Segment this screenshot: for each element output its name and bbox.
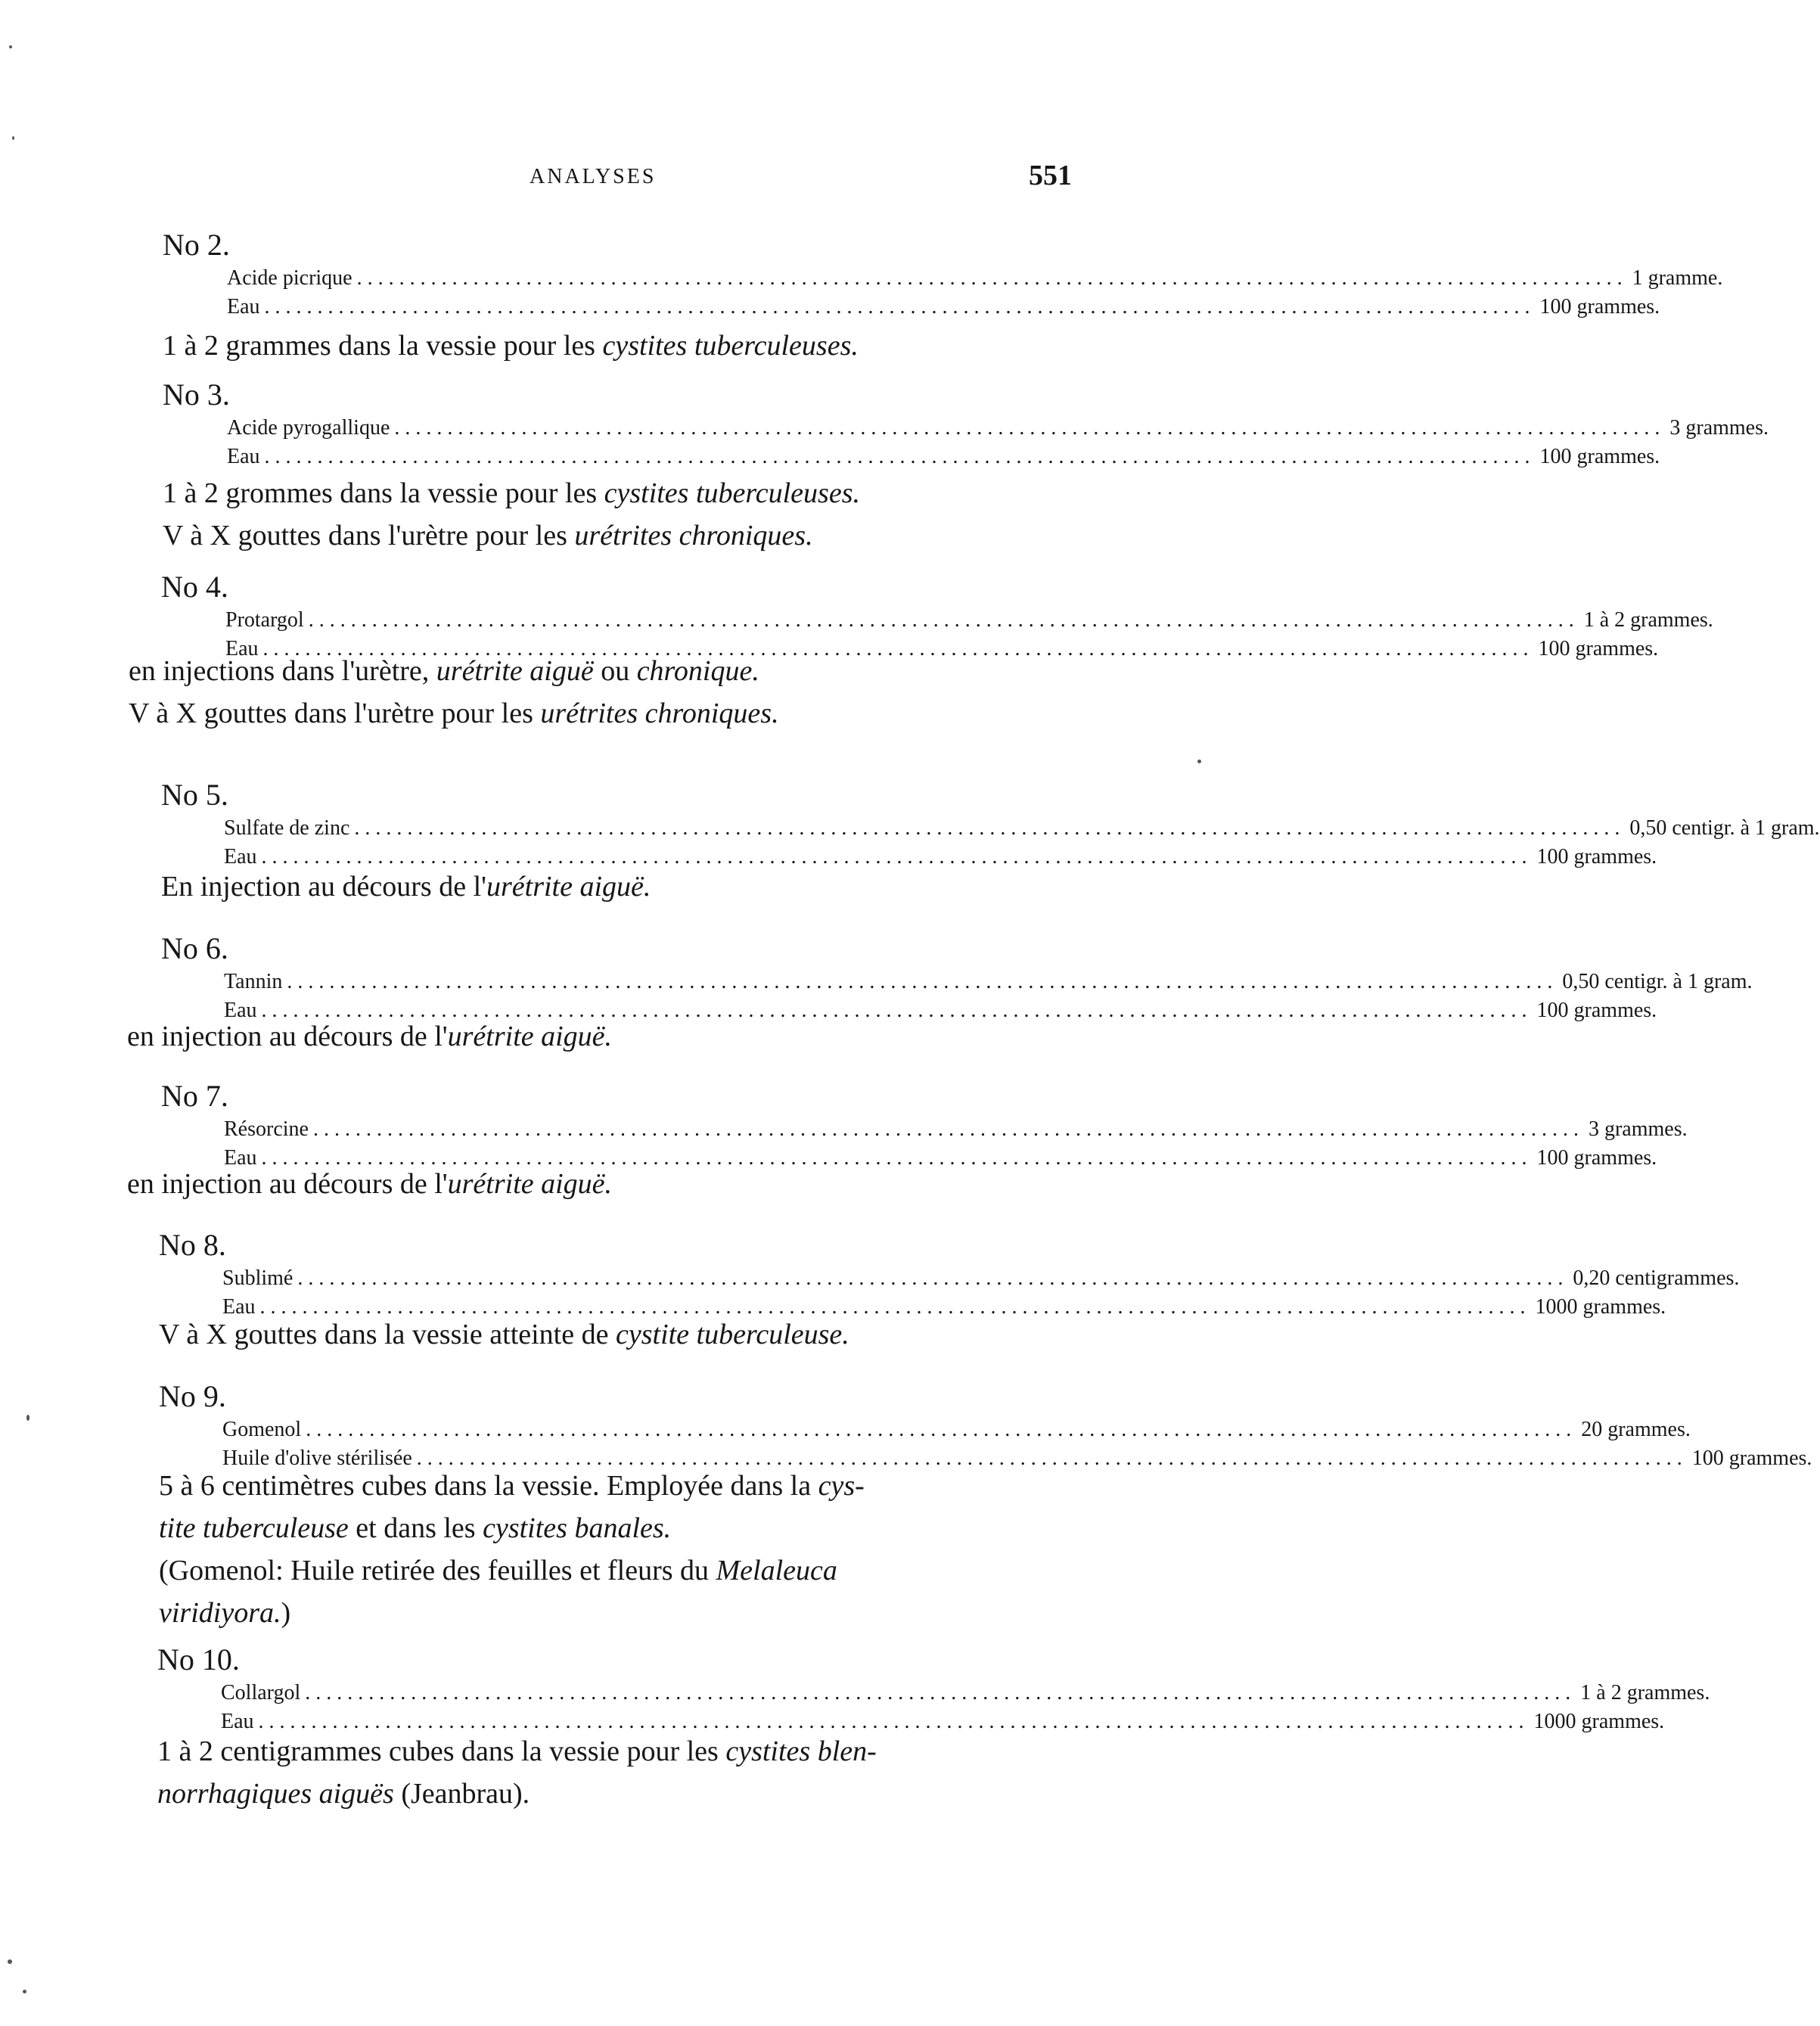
- ingredient-quantity: 20 grammes.: [1581, 1418, 1691, 1441]
- usage-note: 1 à 2 centigrammes cubes dans la vessie pour les cystites blen-: [157, 1735, 877, 1767]
- ingredient-quantity: 0,50 centigr. à 1 gram.: [1562, 970, 1753, 993]
- usage-note: norrhagiques aiguës (Jeanbrau).: [157, 1778, 530, 1810]
- leader-dots: ........................................................................................................................: [258, 1710, 1530, 1733]
- leader-dots: ........................................................................................................................: [297, 1266, 1569, 1290]
- italic-term: cystite tuberculeuse.: [615, 1319, 849, 1350]
- ingredient-row: [227, 416, 1769, 440]
- leader-dots: ........................................................................................................................: [261, 845, 1533, 869]
- leader-dots: ........................................................................................................................: [394, 416, 1666, 440]
- usage-note: 1 à 2 grommes dans la vessie pour les cystites tuberculeuses.: [163, 477, 860, 509]
- italic-term: Melaleuca: [716, 1555, 837, 1586]
- formula-number: No 4.: [161, 570, 228, 604]
- ingredient-quantity: 1 gramme.: [1632, 266, 1723, 290]
- ingredient-quantity: 100 grammes.: [1539, 445, 1660, 468]
- ingredient-name: Acide pyrogallique: [227, 416, 390, 440]
- usage-note: 1 à 2 grammes dans la vessie pour les cystites tuberculeuses.: [163, 330, 859, 362]
- ingredient-quantity: 100 grammes.: [1536, 999, 1657, 1022]
- leader-dots: ........................................................................................................................: [261, 999, 1533, 1022]
- scan-speck: [1197, 760, 1201, 763]
- ingredient-row: [221, 1681, 1710, 1705]
- italic-term: cystites tuberculeuses.: [602, 330, 859, 362]
- italic-term: norrhagiques aiguës: [157, 1778, 394, 1810]
- ingredient-name: Eau: [222, 1295, 256, 1319]
- ingredient-row: [225, 608, 1713, 632]
- ingredient-quantity: 100 grammes.: [1538, 637, 1659, 660]
- ingredient-quantity: 1 à 2 grammes.: [1580, 1681, 1710, 1704]
- formula-number: No 3.: [163, 378, 230, 412]
- usage-note: en injection au décours de l'urétrite aiguë.: [127, 1021, 613, 1052]
- leader-dots: ........................................................................................................................: [306, 1418, 1577, 1441]
- leader-dots: ........................................................................................................................: [264, 295, 1536, 319]
- usage-note: (Gomenol: Huile retirée des feuilles et fleurs du Melaleuca: [159, 1555, 837, 1586]
- scan-speck: [12, 136, 14, 140]
- ingredient-name: Collargol: [221, 1681, 301, 1704]
- running-head: ANALYSES: [530, 165, 657, 188]
- ingredient-name: Eau: [224, 845, 257, 869]
- italic-term: viridiyora.: [159, 1597, 281, 1629]
- formula-number: No 2.: [163, 228, 230, 262]
- ingredient-row: [227, 445, 1660, 469]
- ingredient-row: [227, 266, 1723, 291]
- italic-term: chronique.: [636, 655, 759, 687]
- ingredient-name: Sulfate de zinc: [224, 816, 350, 840]
- italic-term: urétrites chroniques.: [540, 698, 779, 729]
- italic-term: cystites tuberculeuses.: [604, 477, 860, 509]
- leader-dots: ........................................................................................................................: [416, 1446, 1688, 1470]
- page-number: 551: [1029, 160, 1072, 191]
- usage-note: V à X gouttes dans l'urètre pour les urétrites chroniques.: [129, 698, 779, 729]
- ingredient-quantity: 3 grammes.: [1669, 416, 1769, 440]
- usage-note: en injection au décours de l'urétrite aiguë.: [127, 1168, 613, 1200]
- ingredient-row: [224, 816, 1820, 841]
- formula-number: No 9.: [159, 1379, 226, 1413]
- italic-term: urétrite aiguë: [436, 655, 594, 687]
- ingredient-quantity: 100 grammes.: [1691, 1446, 1812, 1470]
- scan-speck: [23, 1990, 26, 1993]
- ingredient-name: Gomenol: [222, 1418, 302, 1441]
- italic-term: tite tuberculeuse: [159, 1512, 349, 1544]
- usage-note: tite tuberculeuse et dans les cystites banales.: [159, 1512, 672, 1544]
- italic-term: cystites banales.: [483, 1512, 672, 1544]
- leader-dots: ........................................................................................................................: [264, 445, 1536, 468]
- ingredient-row: [224, 970, 1753, 994]
- formula-number: No 6.: [161, 931, 228, 965]
- ingredient-name: Sublimé: [222, 1266, 293, 1290]
- ingredient-name: Eau: [225, 637, 259, 660]
- ingredient-quantity: 0,20 centigrammes.: [1573, 1266, 1740, 1290]
- ingredient-quantity: 100 grammes.: [1536, 1146, 1657, 1170]
- usage-note: V à X gouttes dans l'urètre pour les urétrites chroniques.: [163, 520, 813, 552]
- ingredient-quantity: 100 grammes.: [1539, 295, 1660, 319]
- ingredient-row: [222, 1266, 1740, 1291]
- leader-dots: ........................................................................................................................: [305, 1681, 1576, 1704]
- ingredient-quantity: 1 à 2 grammes.: [1583, 608, 1713, 632]
- scan-speck: [26, 1415, 30, 1421]
- leader-dots: ........................................................................................................................: [354, 816, 1626, 840]
- leader-dots: ........................................................................................................................: [356, 266, 1628, 290]
- leader-dots: ........................................................................................................................: [259, 1295, 1531, 1319]
- italic-term: cys-: [818, 1470, 865, 1502]
- usage-note: en injections dans l'urètre, urétrite aiguë ou chronique.: [129, 655, 759, 687]
- ingredient-quantity: 1000 grammes.: [1535, 1295, 1666, 1319]
- ingredient-name: Eau: [224, 1146, 257, 1170]
- ingredient-row: [222, 1418, 1691, 1442]
- usage-note: V à X gouttes dans la vessie atteinte de cystite tuberculeuse.: [159, 1319, 849, 1350]
- scan-speck: [8, 1959, 12, 1964]
- leader-dots: ........................................................................................................................: [261, 1146, 1533, 1170]
- scan-speck: [9, 45, 12, 48]
- ingredient-row: [227, 295, 1660, 319]
- usage-note: En injection au décours de l'urétrite aiguë.: [161, 871, 651, 903]
- italic-term: urétrite aiguë.: [486, 871, 651, 903]
- ingredient-name: Huile d'olive stérilisée: [222, 1446, 412, 1470]
- ingredient-name: Eau: [224, 999, 257, 1022]
- leader-dots: ........................................................................................................................: [312, 1117, 1584, 1141]
- italic-term: cystites blen-: [725, 1735, 877, 1767]
- ingredient-name: Eau: [227, 295, 260, 319]
- ingredient-quantity: 3 grammes.: [1588, 1117, 1688, 1141]
- ingredient-name: Protargol: [225, 608, 304, 632]
- formula-number: No 10.: [157, 1642, 240, 1676]
- italic-term: urétrites chroniques.: [574, 520, 813, 552]
- ingredient-name: Tannin: [224, 970, 283, 993]
- ingredient-name: Eau: [221, 1710, 254, 1733]
- ingredient-quantity: 0,50 centigr. à 1 gram.: [1629, 816, 1820, 840]
- ingredient-quantity: 100 grammes.: [1536, 845, 1657, 869]
- leader-dots: ........................................................................................................................: [262, 637, 1534, 660]
- formula-number: No 5.: [161, 778, 228, 812]
- ingredient-name: Acide picrique: [227, 266, 353, 290]
- ingredient-name: Eau: [227, 445, 260, 468]
- ingredient-name: Résorcine: [224, 1117, 309, 1141]
- usage-note: viridiyora.): [159, 1597, 291, 1629]
- formula-number: No 8.: [159, 1228, 226, 1262]
- ingredient-row: [224, 1117, 1688, 1142]
- italic-term: urétrite aiguë.: [447, 1021, 613, 1052]
- leader-dots: ........................................................................................................................: [308, 608, 1579, 632]
- leader-dots: ........................................................................................................................: [287, 970, 1558, 993]
- formula-number: No 7.: [161, 1079, 228, 1113]
- ingredient-quantity: 1000 grammes.: [1533, 1710, 1665, 1733]
- usage-note: 5 à 6 centimètres cubes dans la vessie. Employée dans la cys-: [159, 1470, 865, 1502]
- italic-term: urétrite aiguë.: [447, 1168, 613, 1200]
